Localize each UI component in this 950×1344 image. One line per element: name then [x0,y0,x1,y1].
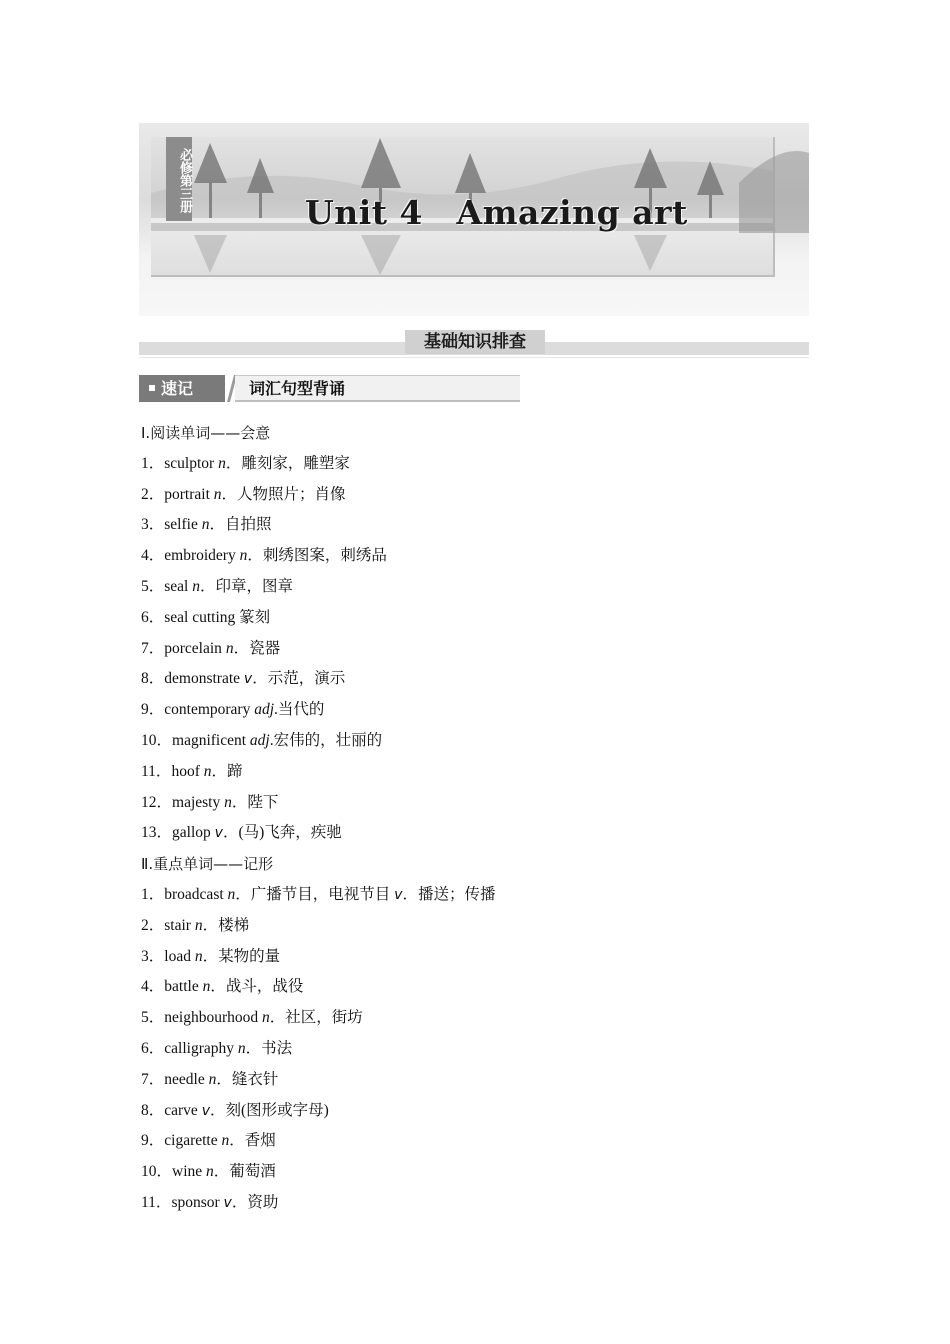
item-definition: ．资助 [231,1193,279,1211]
part2-heading: Ⅱ.重点单词——记形 [141,855,274,874]
item-part-of-speech: v [243,671,253,688]
item-part-of-speech: n [221,1132,230,1150]
item-definition: ．示范，演示 [252,670,346,688]
item-word: demonstrate [164,670,244,688]
item-number: 1． [141,454,165,472]
item-word: battle [164,978,203,996]
item-number: 10． [141,731,173,749]
item-definition: ．刻(图形或字母) [210,1101,329,1119]
vocab-item [141,1126,781,1157]
vocab-item [141,726,781,757]
item-word: hoof [171,762,204,780]
item-part-of-speech: adj [254,701,275,719]
item-part-of-speech: adj [249,731,270,749]
bullet-square-icon [149,385,155,391]
vocab-item [141,1096,781,1127]
item-word: load [164,947,195,965]
book-volume-tag: 必修第三册 [166,137,192,221]
item-definition: ．刺绣图案，刺绣品 [247,547,387,565]
vocab-item [141,942,781,973]
item-word: porcelain [164,639,226,657]
item-part-of-speech: v [223,1194,232,1211]
item-number: 7． [141,1070,165,1088]
item-definition: ．蹄 [211,762,243,780]
item-word: majesty [172,793,225,811]
item-part-of-speech: n [262,1009,270,1027]
vocab-item [141,818,781,849]
item-part-of-speech: v [201,1102,210,1119]
vocab-item [141,880,781,911]
item-number: 8． [141,670,165,688]
item-number: 7． [141,639,165,657]
tab-dark-label: 速记 [161,379,194,398]
item-word: selfie [164,516,202,534]
item-word: broadcast [164,885,228,903]
vocab-item [141,1065,781,1096]
item-part-of-speech: n [194,947,203,965]
vocab-item [141,1157,781,1188]
tab-light [235,375,520,402]
unit-title: Unit 4 Amazing art [305,193,688,232]
item-definition: ．(马)飞奔，疾驰 [222,824,342,842]
item-definition: ．某物的量 [202,947,281,965]
item-number: 6． [141,608,165,626]
item-part-of-speech: n [213,485,222,503]
item-part-of-speech: n [201,516,210,534]
part1-heading: Ⅰ.阅读单词——会意 [141,424,271,442]
item-word: magnificent [172,731,250,749]
item-number: 2． [141,485,165,503]
item-word: gallop [172,824,215,842]
item-number: 9． [141,701,165,719]
item-definition: ．战斗，战役 [210,978,304,996]
vocab-item [141,664,781,695]
item-definition: ．楼梯 [202,916,250,934]
vocab-item [141,1034,781,1065]
item-definition: 篆刻 [239,608,271,626]
item-word: seal cutting [164,608,240,626]
item-word: stair [164,916,195,934]
section-divider [139,357,809,358]
vocab-item [141,757,781,788]
item-part-of-speech: n [194,916,203,934]
item-definition: ．人物照片；肖像 [221,485,346,503]
item-definition: ．自拍照 [209,516,272,534]
item-definition: ．雕刻家，雕塑家 [225,454,350,472]
item-definition: ．播送；传播 [402,885,496,903]
item-word: carve [164,1101,202,1119]
item-number: 4． [141,978,165,996]
item-definition: ．印章，图章 [200,577,294,595]
item-part-of-speech: n [239,547,248,565]
vocab-item [141,1188,781,1219]
item-part-of-speech: v [394,886,403,903]
item-part-of-speech: n [192,577,200,595]
item-number: 13． [141,824,173,842]
item-definition: ．陛下 [231,793,279,811]
item-definition: ．瓷器 [233,639,281,657]
part2-list [141,880,781,1219]
vocab-item [141,911,781,942]
section-title: 基础知识排查 [405,330,545,354]
tab-dark [139,375,225,402]
vocab-item [141,449,781,480]
item-word: calligraphy [164,1039,238,1057]
item-definition: ．书法 [245,1039,293,1057]
item-number: 1． [141,885,165,903]
item-number: 9． [141,1132,165,1150]
item-number: 3． [141,516,165,534]
item-word: contemporary [164,701,255,719]
unit-banner [139,123,809,316]
vocab-item [141,695,781,726]
item-number: 8． [141,1101,165,1119]
item-word: cigarette [164,1132,222,1150]
vocab-item [141,603,781,634]
item-definition: .当代的 [274,701,325,719]
item-number: 3． [141,947,165,965]
item-definition: ．缝衣针 [216,1070,279,1088]
vocab-item [141,480,781,511]
item-part-of-speech: n [208,1070,217,1088]
vocab-content [141,418,781,1219]
tab-light-label: 词汇句型背诵 [249,379,346,398]
item-word: sculptor [164,454,219,472]
item-definition: ．社区，街坊 [269,1009,363,1027]
item-definition: .宏伟的，壮丽的 [269,731,383,749]
item-part-of-speech: n [203,762,212,780]
item-part-of-speech: v [214,825,223,842]
part1-list [141,449,781,849]
vocab-item [141,972,781,1003]
item-word: neighbourhood [164,1009,262,1027]
vocab-tab [139,375,520,402]
item-number: 11． [141,762,172,780]
item-definition: ．广播节目，电视节目 [235,885,395,903]
item-number: 5． [141,577,165,595]
item-number: 10． [141,1163,173,1181]
vocab-item [141,510,781,541]
item-number: 5． [141,1009,165,1027]
item-part-of-speech: n [237,1039,246,1057]
item-part-of-speech: n [224,793,232,811]
item-word: embroidery [164,547,240,565]
item-word: portrait [164,485,214,503]
vocab-item [141,634,781,665]
item-word: needle [164,1070,209,1088]
item-number: 12． [141,793,173,811]
item-word: seal [164,577,193,595]
vocab-item [141,1003,781,1034]
item-part-of-speech: n [225,639,234,657]
item-number: 6． [141,1039,165,1057]
vocab-item [141,541,781,572]
item-number: 2． [141,916,165,934]
item-definition: ．香烟 [229,1132,276,1150]
item-definition: ．葡萄酒 [213,1163,276,1181]
item-word: wine [172,1163,207,1181]
item-part-of-speech: n [227,885,236,903]
item-part-of-speech: n [218,454,226,472]
item-part-of-speech: n [202,978,211,996]
item-number: 4． [141,547,165,565]
item-number: 11． [141,1193,172,1211]
vocab-item [141,572,781,603]
item-part-of-speech: n [206,1163,214,1181]
item-word: sponsor [171,1193,224,1211]
vocab-item [141,788,781,819]
